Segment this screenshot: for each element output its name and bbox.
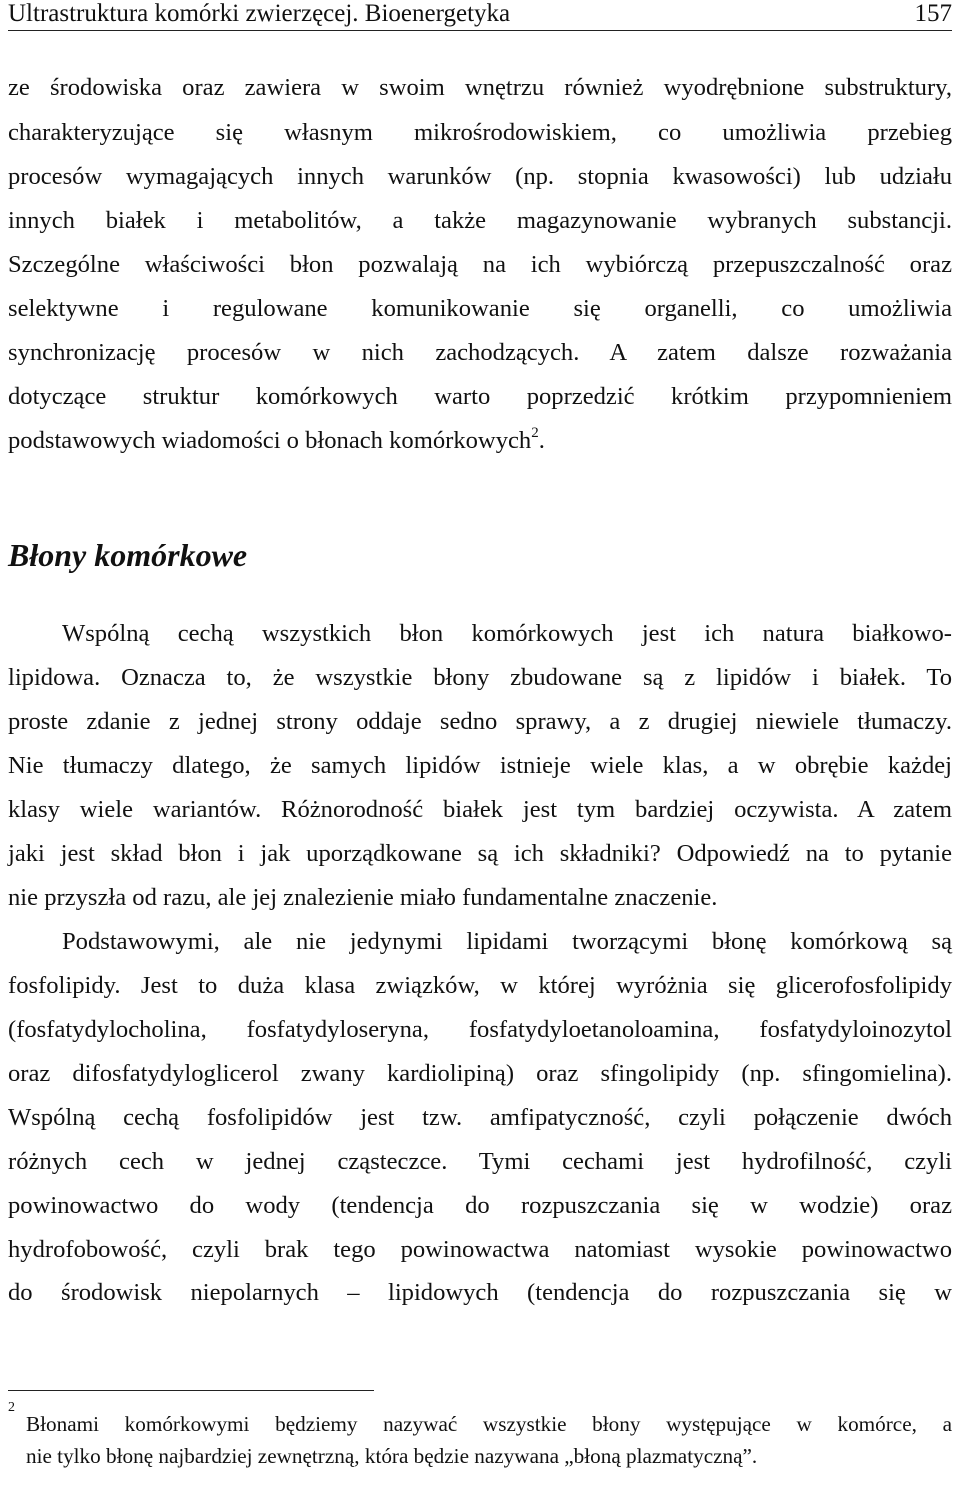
text-span: podstawowych wiadomości o błonach komórkowych	[8, 427, 532, 454]
footnote-ref[interactable]: 2	[531, 425, 539, 441]
footnote-mark: 2	[8, 1400, 15, 1415]
footnote-rule	[8, 1390, 374, 1391]
text-line: dotyczące struktur komórkowych warto poprzedzić krótkim przypomnieniem	[8, 383, 952, 410]
running-header	[8, 0, 952, 31]
text-line: innych białek i metabolitów, a także magazynowanie wybranych substancji.	[8, 207, 952, 234]
text-line: jaki jest skład błon i jak uporządkowane są ich składniki? Odpowiedź na to pytanie	[8, 840, 952, 867]
text-line: synchronizację procesów w nich zachodzących. A zatem dalsze rozważania	[8, 339, 952, 366]
page-number: 157	[914, 0, 952, 27]
text-line: fosfolipidy. Jest to duża klasa związków, w której wyróżnia się glicerofosfolipidy	[8, 972, 952, 999]
text-line: do środowisk niepolarnych – lipidowych (tendencja do rozpuszczania się w	[8, 1279, 952, 1306]
text-line: lipidowa. Oznacza to, że wszystkie błony zbudowane są z lipidów i białek. To	[8, 664, 952, 691]
text-line: hydrofobowość, czyli brak tego powinowactwa natomiast wysokie powinowactwo	[8, 1236, 952, 1263]
text-line: nie przyszła od razu, ale jej znalezienie miało fundamentalne znaczenie.	[8, 884, 718, 911]
text-line: różnych cech w jednej cząsteczce. Tymi cechami jest hydrofilność, czyli	[8, 1148, 952, 1175]
text-line: klasy wiele wariantów. Różnorodność białek jest tym bardziej oczywista. A zatem	[8, 796, 952, 823]
text-line: selektywne i regulowane komunikowanie się organelli, co umożliwia	[8, 295, 952, 322]
text-line: (fosfatydylocholina, fosfatydyloseryna, fosfatydyloetanoloamina, fosfatydyloinozytol	[8, 1016, 952, 1043]
section-heading: Błony komórkowe	[8, 537, 248, 573]
text-line: Podstawowymi, ale nie jedynymi lipidami tworzącymi błonę komórkową są	[62, 928, 952, 955]
text-line: proste zdanie z jednej strony oddaje sedno sprawy, a z drugiej niewiele tłumaczy.	[8, 708, 952, 735]
text-line: Szczególne właściwości błon pozwalają na ich wybiórczą przepuszczalność oraz	[8, 251, 952, 278]
footnote-line: Błonami komórkowymi będziemy nazywać wszystkie błony występujące w komórce, a	[26, 1412, 952, 1436]
text-line: Wspólną cechą wszystkich błon komórkowych jest ich natura białkowo-	[62, 620, 952, 647]
text-line: charakteryzujące się własnym mikrośrodowiskiem, co umożliwia przebieg	[8, 119, 952, 146]
text-line: Wspólną cechą fosfolipidów jest tzw. amfipatyczność, czyli połączenie dwóch	[8, 1104, 952, 1131]
text-line: procesów wymagających innych warunków (np. stopnia kwasowości) lub udziału	[8, 163, 952, 190]
text-line: Nie tłumaczy dlatego, że samych lipidów istnieje wiele klas, a w obrębie każdej	[8, 752, 952, 779]
text-line: ze środowiska oraz zawiera w swoim wnętrzu również wyodrębnione substruktury,	[8, 74, 952, 101]
text-span: .	[538, 427, 545, 454]
footnote-line: nie tylko błonę najbardziej zewnętrzną, która będzie nazywana „błoną plazmatyczną”.	[26, 1444, 758, 1468]
running-title: Ultrastruktura komórki zwierzęcej. Bioenergetyka	[8, 0, 511, 27]
text-line: oraz difosfatydyloglicerol zwany kardiolipiną) oraz sfingolipidy (np. sfingomielina).	[8, 1060, 952, 1087]
text-line-last	[8, 426, 952, 459]
text-line: powinowactwo do wody (tendencja do rozpuszczania się w wodzie) oraz	[8, 1192, 952, 1219]
